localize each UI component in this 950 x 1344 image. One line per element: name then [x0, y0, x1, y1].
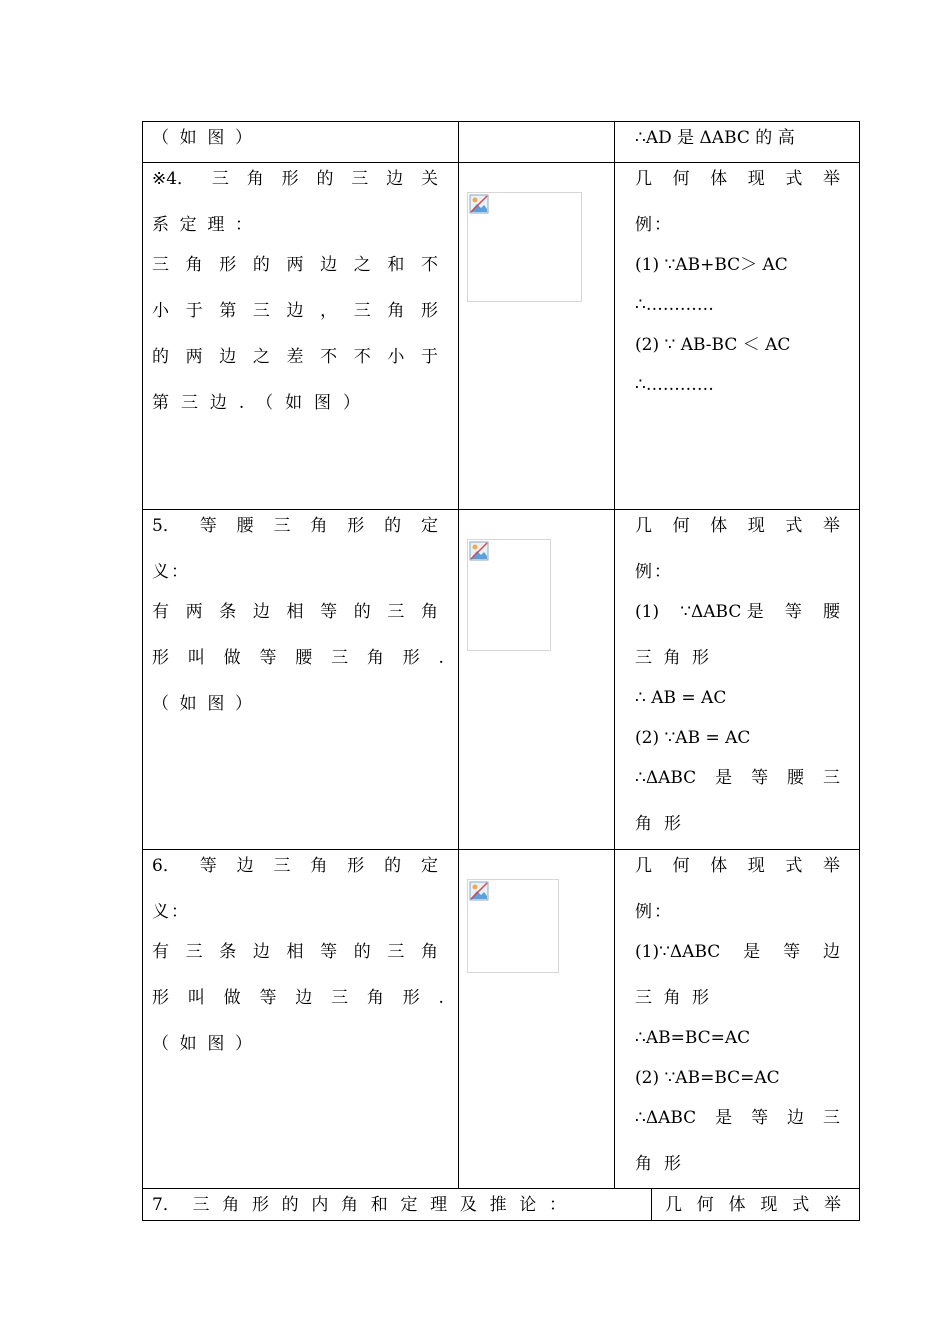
text-token: 的: [384, 856, 402, 876]
text-token: （: [152, 694, 169, 714]
text-token: 于: [421, 347, 438, 367]
table-border-left: [142, 121, 143, 1221]
text-token: 角: [387, 301, 405, 321]
text-token: 图: [314, 393, 332, 413]
text-token: 义: [152, 562, 169, 582]
cell-line: [152, 561, 188, 583]
text-token: 是: [715, 768, 733, 788]
text-token: 相: [286, 602, 304, 622]
text-token: 等: [751, 768, 769, 788]
row0-right-text: ∴AD 是 ΔABC 的 高: [635, 128, 795, 148]
text-token: 三: [823, 1108, 840, 1128]
text-token: 等: [199, 516, 217, 536]
cell-line: [635, 168, 840, 190]
text-token: 条: [219, 942, 237, 962]
text-token: 三: [211, 169, 229, 189]
text-token: ）: [234, 1034, 252, 1054]
text-token: 的: [353, 942, 371, 962]
cell-line: [152, 693, 252, 715]
text-token: 角: [663, 648, 681, 668]
text-token: 举: [822, 169, 840, 189]
text-token: 定: [420, 856, 438, 876]
text-token: 形: [692, 648, 709, 668]
figure-image-placeholder: [467, 879, 559, 973]
text-token: 三: [180, 393, 198, 413]
cell-line: [152, 941, 438, 963]
text-token: .: [238, 393, 245, 413]
column-divider: [614, 121, 615, 1189]
cell-line: [635, 561, 671, 583]
table-border-right: [859, 121, 860, 1221]
text-token: 例: [635, 215, 652, 235]
cell-line: [152, 901, 188, 923]
text-token: 形: [152, 988, 169, 1008]
text-token: 如: [285, 393, 303, 413]
text-token: ：: [171, 562, 188, 582]
cell-line: (2) ∵AB=BC=AC: [635, 1068, 780, 1088]
text-token: 何: [696, 1195, 714, 1215]
text-token: 角: [222, 1195, 240, 1215]
text-token: 边: [822, 942, 840, 962]
text-token: 腰: [236, 516, 254, 536]
text-token: 边: [252, 602, 270, 622]
text-token: 的: [316, 169, 334, 189]
text-token: 边: [252, 942, 270, 962]
text-token: 条: [219, 602, 237, 622]
text-token: 角: [310, 856, 328, 876]
text-token: 举: [822, 516, 840, 536]
text-token: 小: [152, 301, 169, 321]
text-token: 三: [387, 942, 405, 962]
text-token: 举: [822, 856, 840, 876]
text-token: 现: [747, 856, 765, 876]
text-token: ∴ΔABC: [635, 768, 697, 788]
text-token: (1): [635, 602, 660, 622]
text-token: ∴ΔABC: [635, 1108, 697, 1128]
text-token: 不: [421, 255, 438, 275]
cell-line: [152, 254, 438, 276]
text-token: 何: [672, 856, 690, 876]
row7-right-text: [665, 1194, 841, 1216]
text-token: 不: [353, 347, 371, 367]
cell-line: [152, 1033, 252, 1055]
text-token: ※4．: [152, 169, 195, 189]
text-token: 图: [207, 128, 225, 148]
text-token: 做: [223, 988, 241, 1008]
text-token: 叫: [187, 988, 205, 1008]
text-token: 7．: [152, 1195, 180, 1215]
text-token: 第: [219, 301, 237, 321]
text-token: 及: [459, 1195, 477, 1215]
cell-line: (2) ∵ AB-BC ＜ AC: [635, 335, 791, 355]
cell-line: [635, 767, 840, 789]
text-token: ：: [234, 215, 252, 235]
text-token: 5．: [152, 516, 180, 536]
text-token: 内: [311, 1195, 329, 1215]
text-token: 何: [672, 516, 690, 536]
text-token: 体: [728, 1195, 746, 1215]
text-token: 形: [219, 255, 237, 275]
text-token: 形: [251, 1195, 269, 1215]
text-token: 角: [635, 814, 652, 834]
text-token: (1)∵ΔABC: [635, 942, 721, 962]
text-token: 形: [664, 1154, 681, 1174]
text-token: 第: [152, 393, 169, 413]
cell-line: [635, 987, 709, 1009]
text-token: 有: [152, 942, 169, 962]
text-token: 几: [635, 169, 652, 189]
text-token: 式: [785, 856, 803, 876]
text-token: 三: [185, 942, 203, 962]
text-token: 角: [246, 169, 264, 189]
text-token: 定: [420, 516, 438, 536]
text-token: 边: [295, 988, 313, 1008]
text-token: 几: [635, 516, 652, 536]
text-token: 式: [785, 516, 803, 536]
cell-line: [152, 392, 360, 414]
cell-line: [635, 813, 681, 835]
cell-line: [152, 647, 444, 669]
row-divider: [142, 509, 860, 510]
cell-line: [152, 346, 438, 368]
figure-image-placeholder: [467, 192, 582, 302]
text-token: （: [152, 1034, 169, 1054]
text-token: ∵ΔABC 是: [680, 602, 764, 622]
text-token: 三: [331, 988, 349, 1008]
text-token: 等: [199, 856, 217, 876]
text-token: ）: [234, 128, 252, 148]
cell-line: [635, 855, 840, 877]
cell-line: [152, 300, 438, 322]
text-token: 等: [259, 648, 277, 668]
text-token: 系: [152, 215, 169, 235]
text-token: 叫: [187, 648, 205, 668]
text-token: .: [438, 648, 444, 668]
text-token: 式: [792, 1195, 810, 1215]
text-token: 差: [286, 347, 304, 367]
text-token: 体: [710, 856, 728, 876]
text-token: ）: [234, 694, 252, 714]
text-token: 腰: [822, 602, 840, 622]
text-token: 关: [420, 169, 438, 189]
text-token: 三: [252, 301, 270, 321]
row7-left-text: [152, 1194, 566, 1216]
cell-line: [635, 214, 671, 236]
text-token: 几: [665, 1195, 682, 1215]
cell-line: [152, 855, 438, 877]
text-token: 相: [286, 942, 304, 962]
text-token: 如: [179, 694, 197, 714]
text-token: 形: [402, 648, 420, 668]
text-token: 6．: [152, 856, 180, 876]
text-token: 举: [823, 1195, 841, 1215]
cell-line: [635, 941, 840, 963]
text-token: 边: [286, 301, 304, 321]
row-divider: [142, 849, 860, 850]
column-divider: [458, 121, 459, 1189]
text-token: 式: [785, 169, 803, 189]
text-token: ：: [654, 902, 671, 922]
text-token: 角: [421, 602, 438, 622]
row0-left-text: [152, 127, 252, 149]
text-token: 义: [152, 902, 169, 922]
text-token: 于: [185, 301, 203, 321]
text-token: 边: [386, 169, 404, 189]
text-token: 角: [310, 516, 328, 536]
cell-line: (1) ∵AB+BC＞ AC: [635, 255, 788, 275]
column-divider: [651, 1188, 652, 1220]
table-border-bottom: [142, 1220, 860, 1221]
text-token: 如: [179, 1034, 197, 1054]
text-token: 是: [715, 1108, 733, 1128]
text-token: 角: [635, 1154, 652, 1174]
text-token: 例: [635, 902, 652, 922]
text-token: 体: [710, 516, 728, 536]
text-token: 三: [331, 648, 349, 668]
cell-line: [635, 647, 709, 669]
text-token: 腰: [787, 768, 805, 788]
text-token: 理: [207, 215, 225, 235]
text-token: 例: [635, 562, 652, 582]
text-token: ：: [654, 562, 671, 582]
text-token: 角: [366, 648, 384, 668]
text-token: 现: [747, 169, 765, 189]
text-token: 等: [784, 602, 802, 622]
cell-line: (2) ∵AB = AC: [635, 728, 751, 748]
text-token: 和: [387, 255, 405, 275]
text-token: 角: [663, 988, 681, 1008]
cell-line: [635, 901, 671, 923]
text-token: 理: [430, 1195, 448, 1215]
text-token: ，: [320, 301, 338, 321]
text-token: 现: [760, 1195, 778, 1215]
cell-line: [152, 987, 444, 1009]
text-token: 边: [219, 347, 237, 367]
text-token: 论: [519, 1195, 537, 1215]
text-token: 三: [273, 856, 291, 876]
text-token: 定: [179, 215, 197, 235]
text-token: 角: [366, 988, 384, 1008]
text-token: 何: [672, 169, 690, 189]
row-divider: [142, 162, 860, 163]
text-token: 两: [185, 602, 203, 622]
text-token: 边: [787, 1108, 805, 1128]
text-token: 两: [185, 347, 203, 367]
text-token: 的: [353, 602, 371, 622]
text-token: 等: [783, 942, 801, 962]
text-token: 等: [259, 988, 277, 1008]
cell-line: [152, 601, 438, 623]
text-token: 三: [387, 602, 405, 622]
cell-line: [152, 214, 252, 236]
cell-line: ∴…………: [635, 375, 714, 395]
broken-image-icon: [469, 194, 489, 214]
text-token: 三: [823, 768, 840, 788]
text-token: .: [438, 988, 444, 1008]
text-token: 图: [207, 1034, 225, 1054]
cell-line: [635, 1107, 840, 1129]
text-token: 几: [635, 856, 652, 876]
text-token: ：: [654, 215, 671, 235]
text-token: 的: [152, 347, 169, 367]
text-token: 形: [347, 856, 365, 876]
text-token: 做: [223, 648, 241, 668]
text-token: 边: [209, 393, 227, 413]
text-token: 之: [252, 347, 270, 367]
text-token: 两: [286, 255, 304, 275]
text-token: 等: [320, 942, 338, 962]
cell-line: ∴ AB = AC: [635, 688, 727, 708]
text-token: 三: [353, 301, 371, 321]
text-token: 等: [751, 1108, 769, 1128]
text-token: 推: [489, 1195, 507, 1215]
broken-image-icon: [469, 881, 489, 901]
text-token: 有: [152, 602, 169, 622]
table-border-top: [142, 121, 860, 122]
text-token: 形: [152, 648, 169, 668]
cell-line: ∴…………: [635, 295, 714, 315]
text-token: 形: [281, 169, 299, 189]
text-token: 角: [421, 942, 438, 962]
text-token: 形: [347, 516, 365, 536]
cell-line: [635, 601, 840, 623]
text-token: 边: [320, 255, 338, 275]
text-token: （: [152, 128, 169, 148]
cell-line: ∴AB=BC=AC: [635, 1028, 751, 1048]
cell-line: [152, 168, 438, 190]
text-token: ：: [548, 1195, 566, 1215]
text-token: ）: [342, 393, 360, 413]
text-token: 之: [353, 255, 371, 275]
text-token: 小: [387, 347, 405, 367]
text-token: 腰: [295, 648, 313, 668]
text-token: 三: [192, 1195, 210, 1215]
text-token: 的: [384, 516, 402, 536]
cell-line: [635, 1153, 681, 1175]
text-token: 如: [179, 128, 197, 148]
row-divider: [142, 1188, 860, 1189]
text-token: 三: [273, 516, 291, 536]
text-token: 边: [236, 856, 254, 876]
text-token: 现: [747, 516, 765, 536]
cell-line: [635, 515, 840, 537]
figure-image-placeholder: [467, 539, 551, 651]
text-token: 体: [710, 169, 728, 189]
text-token: 的: [281, 1195, 299, 1215]
text-token: 形: [421, 301, 438, 321]
text-token: 三: [152, 255, 169, 275]
text-token: 形: [402, 988, 420, 1008]
text-token: 角: [341, 1195, 359, 1215]
text-token: 的: [252, 255, 270, 275]
text-token: 图: [207, 694, 225, 714]
text-token: 三: [351, 169, 369, 189]
text-token: 等: [320, 602, 338, 622]
text-token: 是: [743, 942, 761, 962]
text-token: 不: [320, 347, 338, 367]
text-token: （: [256, 393, 274, 413]
text-token: 定: [400, 1195, 418, 1215]
text-token: 三: [635, 648, 652, 668]
text-token: ：: [171, 902, 188, 922]
cell-line: [152, 515, 438, 537]
text-token: 三: [635, 988, 652, 1008]
text-token: 角: [185, 255, 203, 275]
text-token: 和: [370, 1195, 388, 1215]
text-token: 形: [664, 814, 681, 834]
broken-image-icon: [469, 541, 489, 561]
text-token: 形: [692, 988, 709, 1008]
